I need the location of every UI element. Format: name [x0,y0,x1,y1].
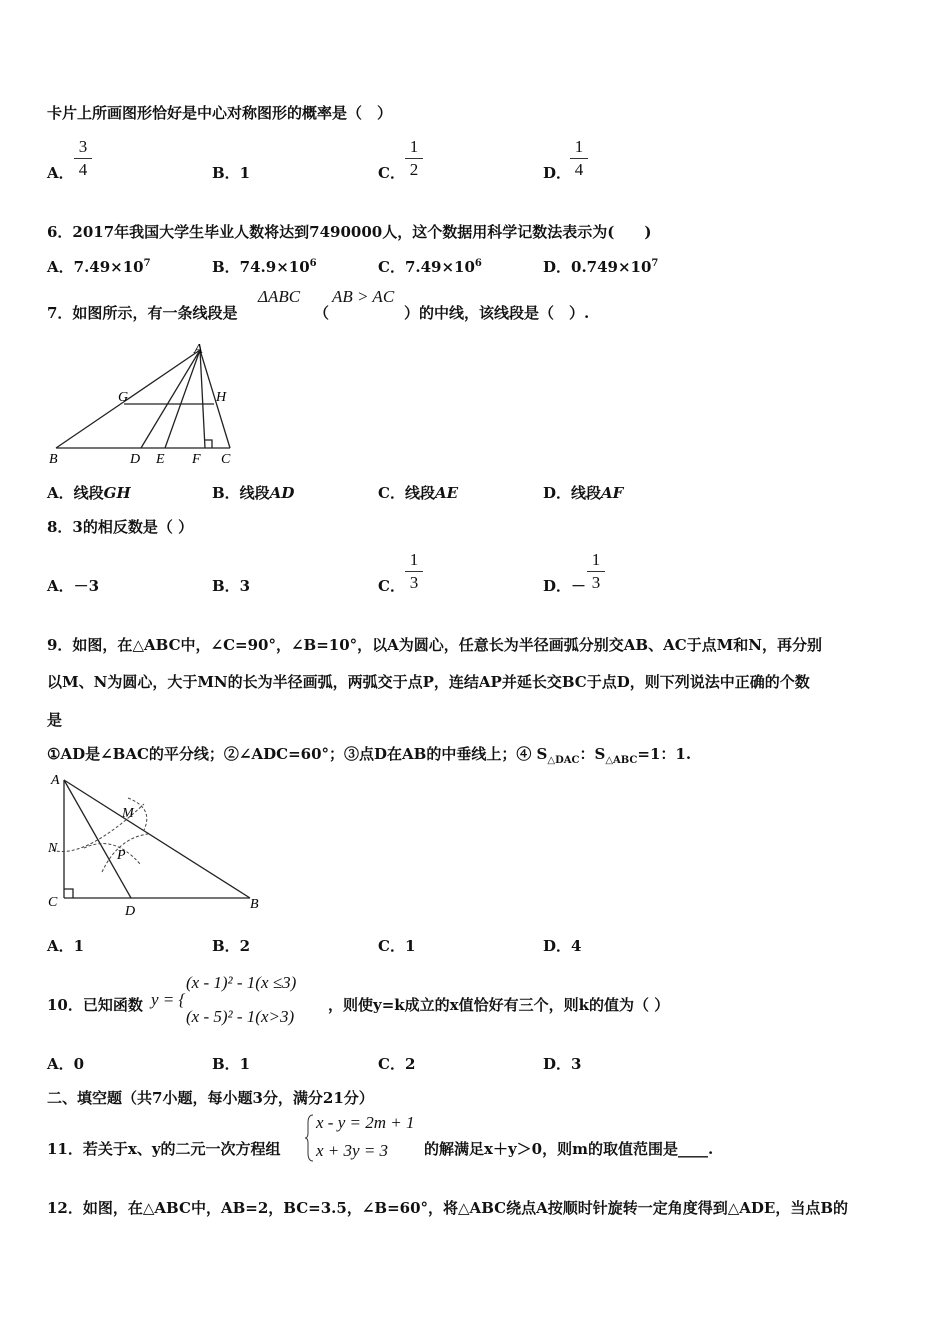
q11-stem-prefix: 11．若关于x、y的二元一次方程组 [47,1140,281,1158]
section-2-heading: 二、填空题（共7小题，每小题3分，满分21分） [47,1089,374,1107]
q8-option-d: D．－ [543,577,587,595]
q7-stem-prefix: 7．如图所示，有一条线段是 [47,304,238,322]
q9-option-c: C．1 [378,937,416,955]
q7-label-g: G [118,390,129,405]
q6-option-b: B．$74.9\times 10^6$ [212,258,317,276]
q5-option-a: A． [47,164,74,182]
q10-function-name: y = { [151,990,186,1009]
q7-triangle-symbol: ΔABC [258,287,301,306]
q7-option-c: C．线段AE [378,484,459,502]
q5-option-b: B．1 [212,164,251,182]
q10-stem-suffix: ，则使y=k成立的x值恰好有三个，则k的值为（ ） [328,996,670,1014]
q5-option-d-fraction: 1 4 [570,137,588,180]
q9-label-b: B [250,897,259,912]
q7-label-f: F [192,452,201,467]
q7-option-a: A．线段GH [47,484,131,502]
q11-equation-2: x + 3y = 3 [316,1141,389,1160]
q8-option-d-fraction: 1 3 [587,550,605,593]
q7-figure [44,340,244,470]
q7-label-a: A [194,342,203,357]
q10-option-c: C．2 [378,1055,416,1073]
q10-option-a: A．0 [47,1055,85,1073]
q9-label-m: M [122,806,134,821]
q7-option-b: B．线段AD [212,484,295,502]
q10-case-2: (x - 5)² - 1(x>3) [186,1007,295,1026]
q9-statements: ①AD是∠BAC的平分线；②∠ADC=60°；③点D在AB的中垂线上；④ $S_{\triangle DAC}$：$S_{\triangle ABC}=1$：1. [47,745,692,766]
q7-paren-open: （ [314,304,330,322]
q11-stem-suffix: 的解满足x＋y＞0，则m的取值范围是____. [424,1140,714,1158]
q6-stem: 6．2017年我国大学生毕业人数将达到7490000人，这个数据用科学记数法表示为( ) [47,223,652,241]
q10-case-1: (x - 1)² - 1(x ≤3) [186,973,297,992]
q5-option-c: C． [378,164,405,182]
q8-option-a: A．－3 [47,577,100,595]
q6-option-a: A．$7.49\times 10^7$ [47,258,151,276]
q9-label-n: N [48,841,58,856]
q7-label-e: E [156,452,165,467]
q9-label-a: A [51,773,60,788]
q9-stem-line1: 9．如图，在△ABC中，∠C=90°，∠B=10°，以A为圆心，任意长为半径画弧分别交AB、AC于点M和N，再分别 [47,636,822,654]
q9-option-a: A．1 [47,937,85,955]
q5-option-d: D． [543,164,572,182]
q8-option-c-fraction: 1 3 [405,550,423,593]
q7-label-b: B [49,452,58,467]
q9-option-b: B．2 [212,937,251,955]
q9-stem-line2: 以M、N为圆心，大于MN的长为半径画弧，两弧交于点P，连结AP并延长交BC于点D，则下列说法中正确的个数 [47,673,810,691]
q5-stem: 卡片上所画图形恰好是中心对称图形的概率是（ ） [47,104,393,122]
q8-stem: 8．3的相反数是（ ） [47,518,194,536]
q8-option-c: C． [378,577,405,595]
q7-label-h: H [216,390,227,405]
q6-option-c: C．$7.49\times 10^6$ [378,258,482,276]
q10-stem-prefix: 10．已知函数 [47,996,143,1014]
q7-label-c: C [221,452,231,467]
q9-stem-line3: 是 [47,711,63,729]
q7-condition: AB > AC [332,287,395,306]
q9-option-d: D．4 [543,937,582,955]
q5-option-a-fraction: 3 4 [74,137,92,180]
q8-option-b: B．3 [212,577,251,595]
q9-label-d: D [125,904,136,919]
q5-option-c-fraction: 1 2 [405,137,423,180]
q9-label-c: C [48,895,58,910]
q6-option-d: D．$0.749\times 10^7$ [543,258,659,276]
q7-label-d: D [130,452,141,467]
q11-brace [305,1113,315,1163]
q10-option-d: D．3 [543,1055,582,1073]
q9-figure [44,768,274,920]
q7-stem-suffix: ）的中线，该线段是（ ）. [404,304,590,322]
q7-option-d: D．线段AF [543,484,624,502]
q9-label-p: P [117,848,126,863]
q10-option-b: B．1 [212,1055,251,1073]
q12-stem: 12．如图，在△ABC中，AB=2，BC=3.5，∠B=60°，将△ABC绕点A按顺时针旋转一定角度得到△ADE，当点B的 [47,1199,849,1217]
q11-equation-1: x - y = 2m + 1 [316,1113,415,1132]
